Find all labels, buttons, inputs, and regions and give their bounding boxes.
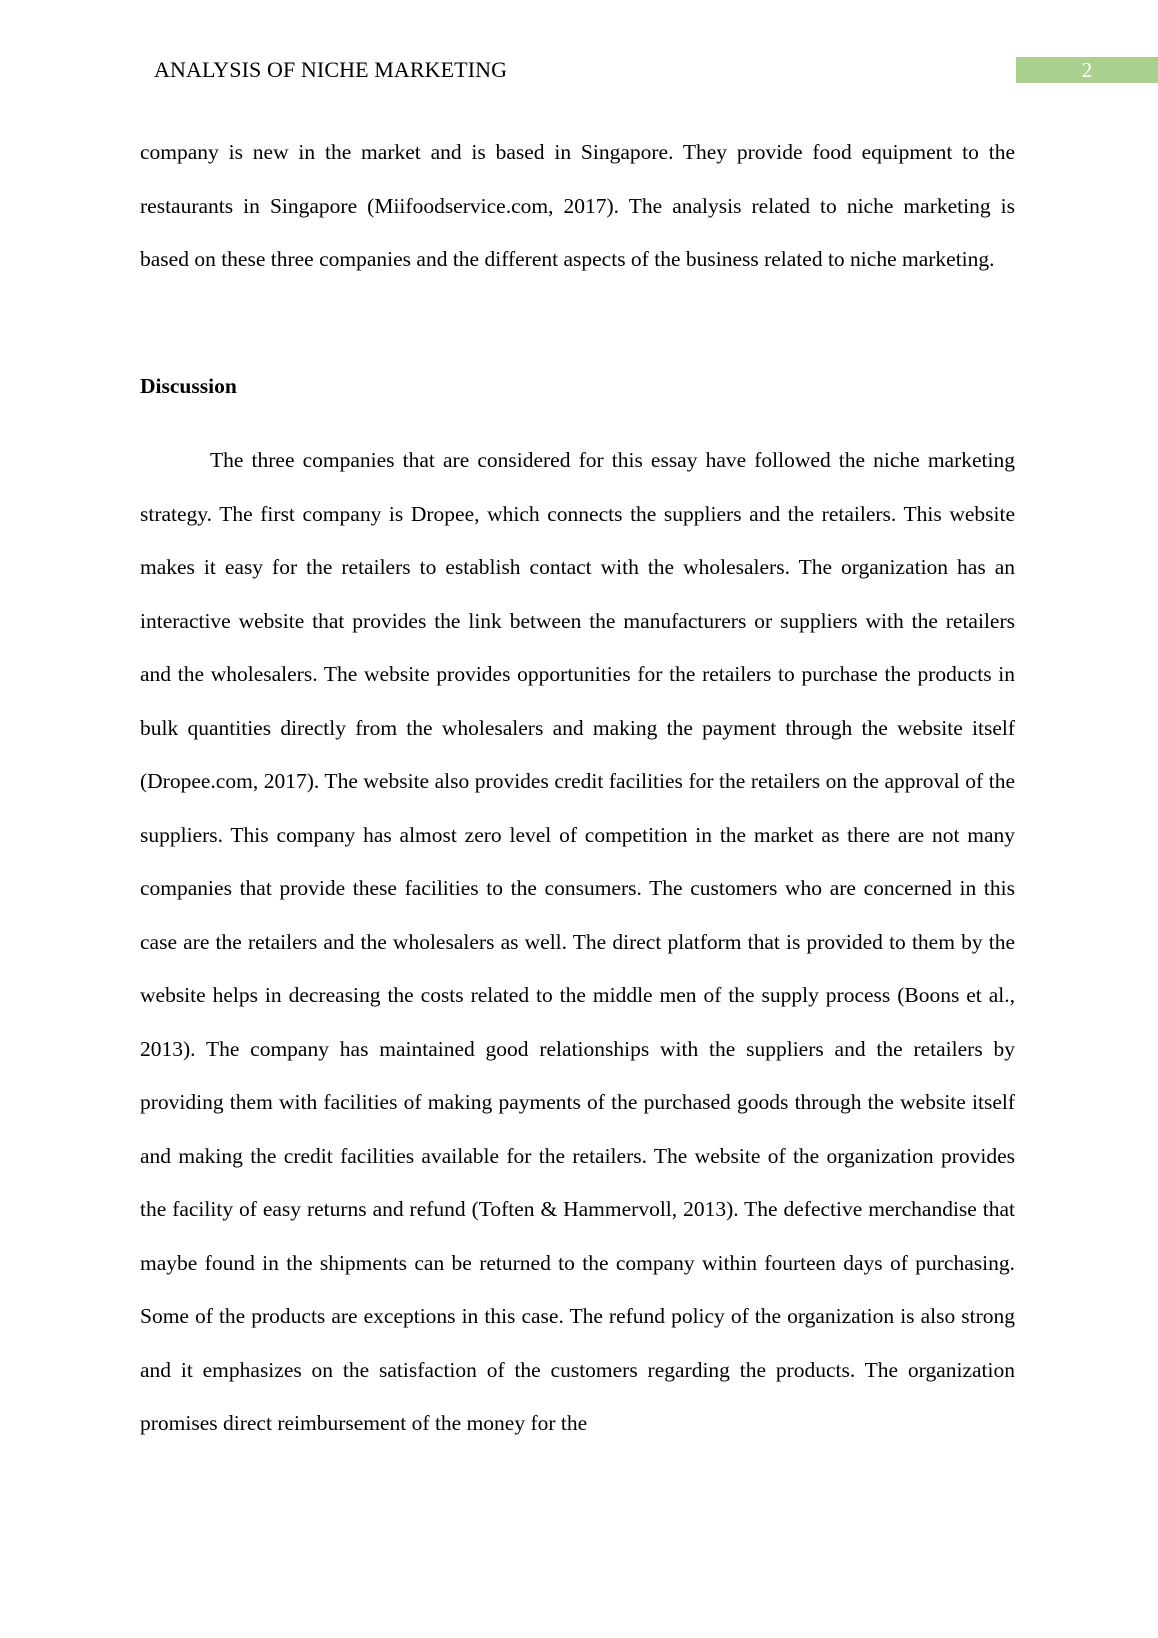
intro-continued-paragraph: company is new in the market and is based in Singapore. They provide food equipment to the restaurants in Singapore (Miifoodservice.com, 2017). The analysis related to niche marketing is based on these three companies and the different aspects of the business related to niche marketing.: [140, 140, 1015, 271]
discussion-heading: Discussion: [140, 374, 237, 398]
running-header-title: ANALYSIS OF NICHE MARKETING: [154, 57, 508, 82]
discussion-paragraph: The three companies that are considered for this essay have followed the niche marketing strategy. The first company is Dropee, which connects the suppliers and the retailers. This website makes it easy for the retailers to establish contact with the wholesalers. The organization has an interactive website that provides the link between the manufacturers or suppliers with the retailers and the wholesalers. The website provides opportunities for the retailers to purchase the products in bulk quantities directly from the wholesalers and making the payment through the website itself (Dropee.com, 2017). The website also provides credit facilities for the retailers on the approval of the suppliers. This company has almost zero level of competition in the market as there are not many companies that provide these facilities to the consumers. The customers who are concerned in this case are the retailers and the wholesalers as well. The direct platform that is provided to them by the website helps in decreasing the costs related to the middle men of the supply process (Boons et al., 2013). The company has maintained good relationships with the suppliers and the retailers by providing them with facilities of making payments of the purchased goods through the website itself and making the credit facilities available for the retailers. The website of the organization provides the facility of easy returns and refund (Toften & Hammervoll, 2013). The defective merchandise that maybe found in the shipments can be returned to the company within fourteen days of purchasing. Some of the products are exceptions in this case. The refund policy of the organization is also strong and it emphasizes on the satisfaction of the customers regarding the products. The organization promises direct reimbursement of the money for the: [140, 448, 1015, 1435]
page-number: 2: [1016, 57, 1158, 83]
